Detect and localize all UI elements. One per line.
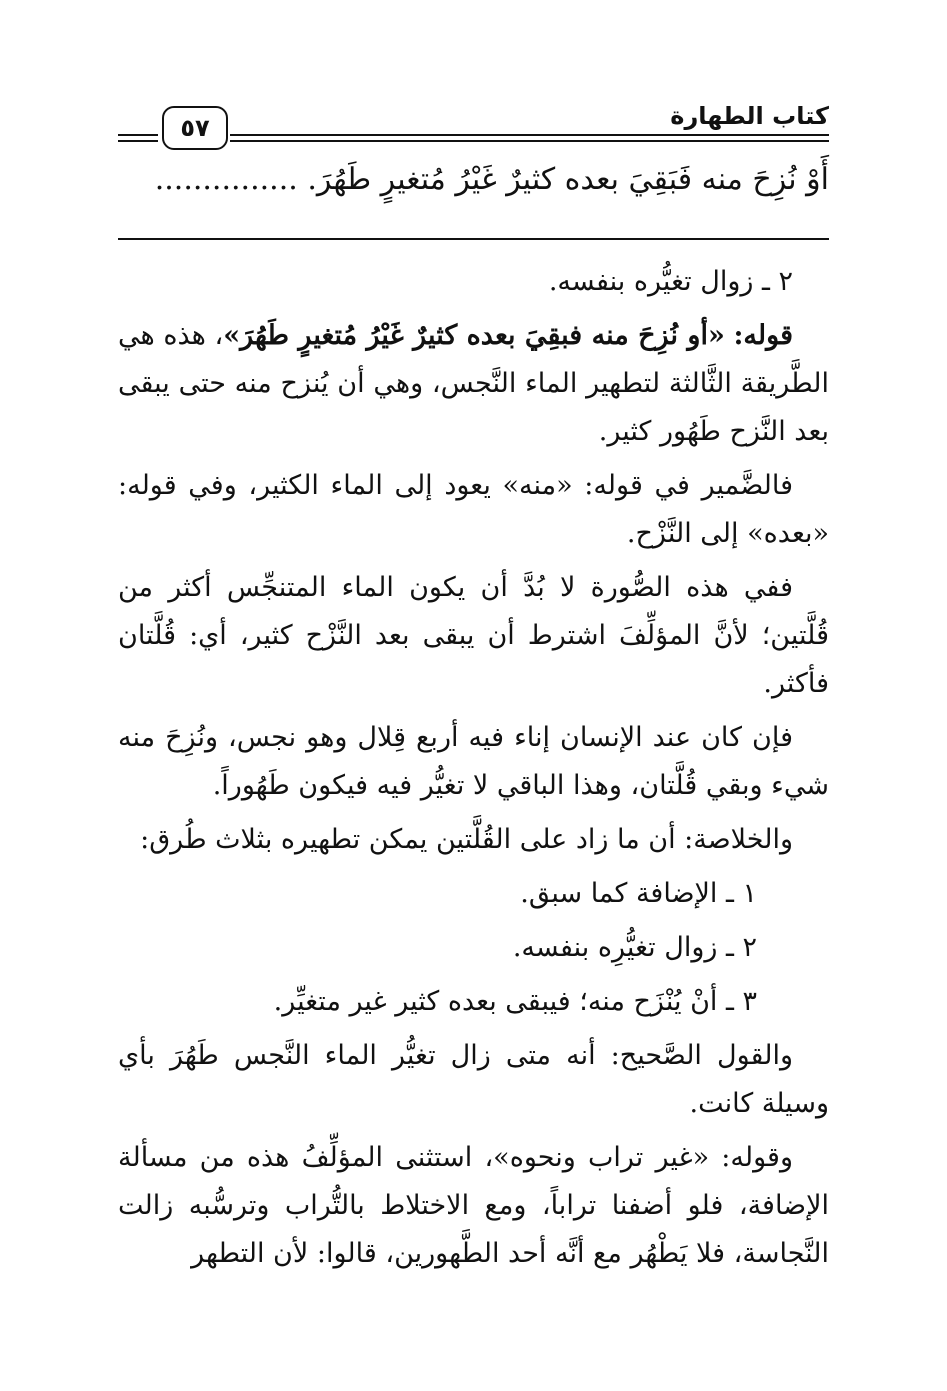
header-rule-right-2	[230, 140, 829, 142]
header-rule-right	[230, 134, 829, 136]
matn-text: أَوْ نُزِحَ منه فَبَقِيَ بعده كثيرٌ غَيْرُ مُتغيرٍ طَهُرَ.	[307, 162, 829, 197]
quoted-matn: «أو نُزِحَ منه فبقِيَ بعده كثيرٌ غَيْرُ مُتغيرٍ طَهُرَ»	[223, 320, 725, 351]
page-header	[118, 98, 829, 150]
matn-separator	[118, 238, 829, 240]
header-rule-left-2	[118, 140, 158, 142]
paragraph: ففي هذه الصُّورة لا بُدَّ أن يكون الماء المتنجِّس أكثر من قُلَّتين؛ لأنَّ المؤلِّفَ اشترط أن يبقى بعد النَّزْح كثير، أي: قُلَّتان فأكثر.	[118, 572, 829, 699]
header-rule-left	[118, 134, 158, 136]
paragraph: فالضَّمير في قوله: «منه» يعود إلى الماء الكثير، وفي قوله: «بعده» إلى النَّزْح.	[118, 470, 829, 549]
matn-line	[118, 162, 829, 197]
quote-label: قوله:	[733, 320, 793, 351]
paragraph: والخلاصة: أن ما زاد على القُلَّتين يمكن تطهيره بثلاث طُرق:	[140, 824, 793, 855]
list-item: ١ ـ الإضافة كما سبق.	[520, 878, 757, 909]
matn-dots: ...............	[154, 162, 298, 197]
list-item: ٢ ـ زوال تغيُّرِه بنفسه.	[512, 932, 757, 963]
commentary-body	[118, 258, 829, 1284]
book-title: كتاب الطهارة	[670, 102, 829, 130]
paragraph-text: ، هذه هي الطَّريقة الثَّالثة لتطهير الماء النَّجس، وهي أن يُنزح منه حتى يبقى بعد النَّزح طَهُور كثير.	[118, 320, 829, 447]
paragraph	[118, 312, 829, 456]
paragraph: وقوله: «غير تراب ونحوه»، استثنى المؤلِّفُ هذه من مسألة الإضافة، فلو أضفنا تراباً، ومع الاختلاط بالتُّراب وترسُّبه زالت النَّجاسة، فلا يَطْهُر مع أنَّه أحد الطَّهورين، قالوا: لأن التطهر	[118, 1142, 829, 1269]
page-number: ٥٧	[162, 106, 228, 150]
list-item: ٣ ـ أنْ يُنْزَح منه؛ فيبقى بعده كثير غير متغيِّر.	[273, 986, 757, 1017]
paragraph: ٢ ـ زوال تغيُّره بنفسه.	[548, 266, 793, 297]
paragraph: والقول الصَّحيح: أنه متى زال تغيُّر الماء النَّجس طَهُرَ بأي وسيلة كانت.	[118, 1040, 829, 1119]
paragraph: فإن كان عند الإنسان إناء فيه أربع قِلال وهو نجس، ونُزِحَ منه شيء وبقي قُلَّتان، وهذا الباقي لا تغيُّر فيه فيكون طَهُوراً.	[118, 722, 829, 801]
